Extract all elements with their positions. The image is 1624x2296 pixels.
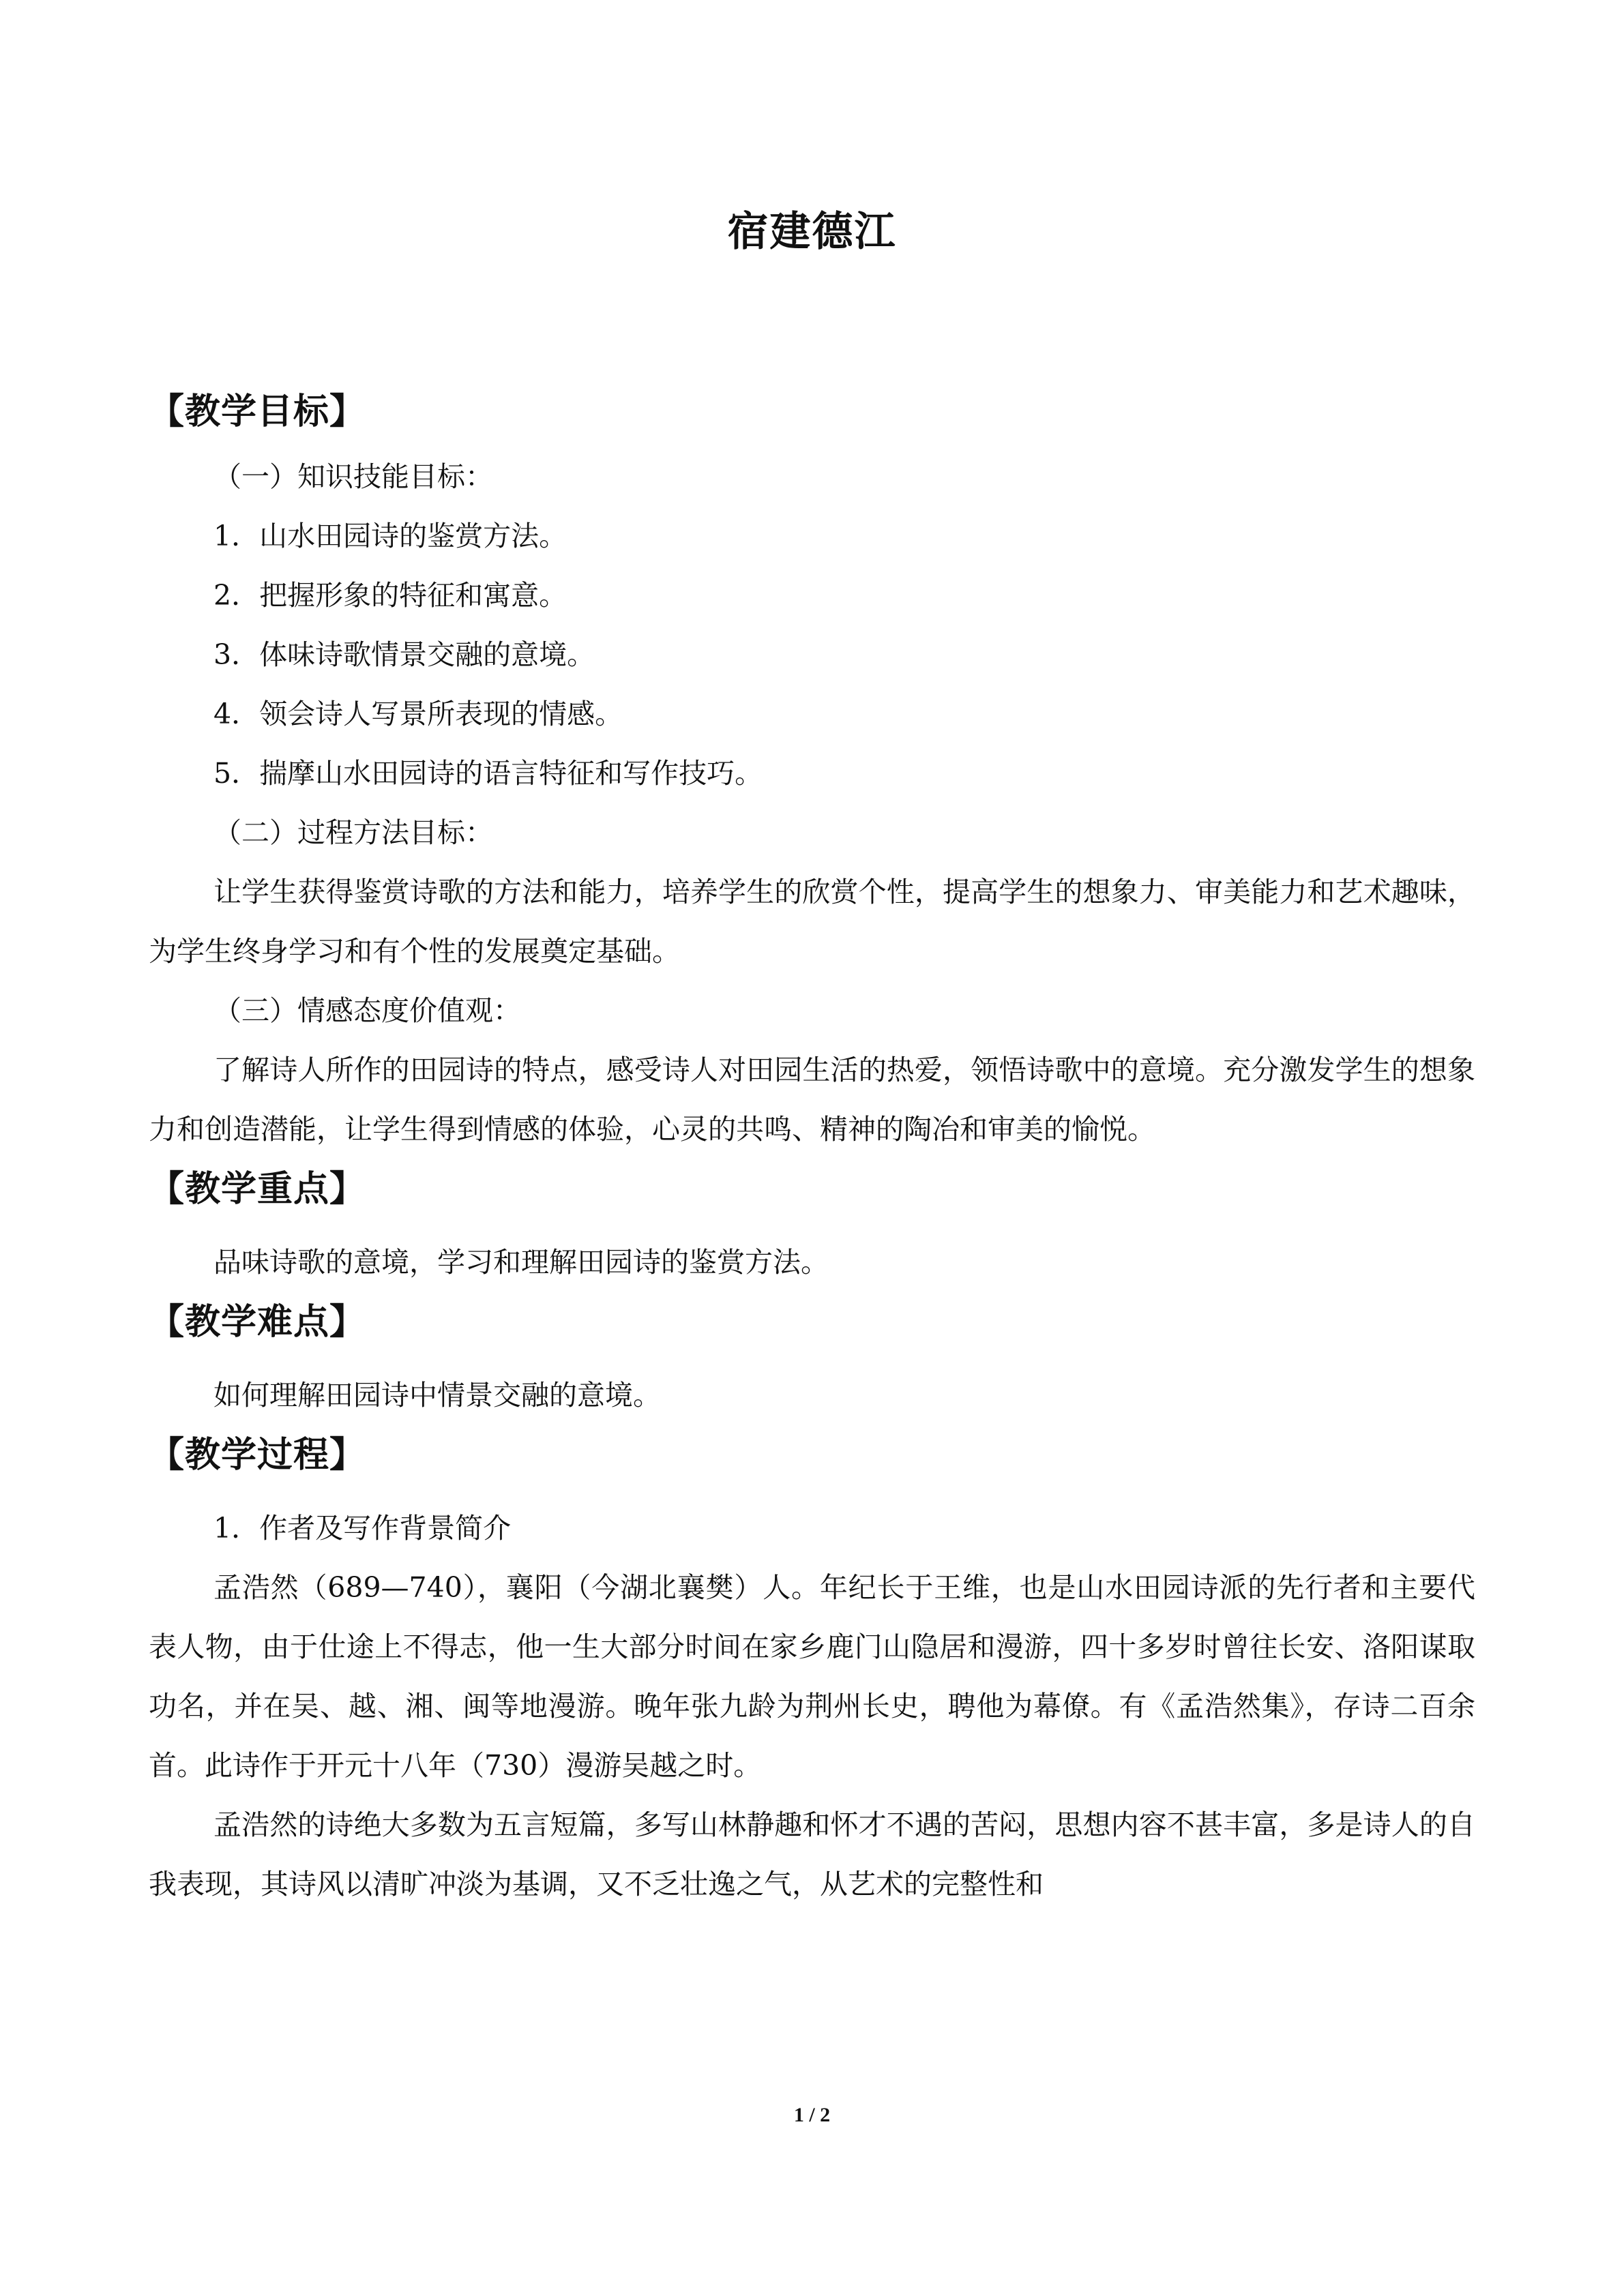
key-points-text: 品味诗歌的意境，学习和理解田园诗的鉴赏方法。 (213, 1246, 829, 1279)
knowledge-item: 4．领会诗人写景所表现的情感。 (213, 698, 623, 730)
knowledge-item: 3．体味诗歌情景交融的意境。 (213, 638, 595, 671)
difficulties-heading: 【教学难点】 (149, 1302, 366, 1343)
poetry-style-paragraph: 孟浩然的诗绝大多数为五言短篇，多写山林静趣和怀才不遇的苦闷，思想内容不甚丰富，多是诗人的自我表现，其诗风以清旷冲淡为基调，又不乏壮逸之气，从艺术的完整性和 (149, 1808, 1475, 1900)
knowledge-item: 2．把握形象的特征和寓意。 (213, 579, 567, 612)
knowledge-objectives-heading: （一）知识技能目标： (213, 460, 493, 493)
page-number: 1 / 2 (793, 2104, 831, 2126)
knowledge-item: 1．山水田园诗的鉴赏方法。 (213, 520, 567, 552)
process-step-title: 1．作者及写作背景简介 (213, 1512, 512, 1545)
process-objectives-heading: （二）过程方法目标： (213, 816, 493, 849)
difficulties-text: 如何理解田园诗中情景交融的意境。 (213, 1379, 661, 1412)
emotion-objectives-heading: （三）情感态度价值观： (213, 994, 521, 1027)
document-body (149, 382, 1475, 1914)
emotion-objectives-text: 了解诗人所作的田园诗的特点，感受诗人对田园生活的热爱，领悟诗歌中的意境。充分激发学生的想象力和创造潜能，让学生得到情感的体验，心灵的共鸣、精神的陶冶和审美的愉悦。 (149, 1054, 1475, 1146)
page-title: 宿建德江 (727, 208, 897, 256)
process-heading: 【教学过程】 (149, 1435, 366, 1476)
key-points-heading: 【教学重点】 (149, 1169, 366, 1210)
knowledge-item: 5．揣摩山水田园诗的语言特征和写作技巧。 (213, 757, 763, 790)
author-background-paragraph: 孟浩然（689—740），襄阳（今湖北襄樊）人。年纪长于王维，也是山水田园诗派的先行者和主要代表人物，由于仕途上不得志，他一生大部分时间在家乡鹿门山隐居和漫游，四十多岁时曾往长安、洛阳谋取功名，并在吴、越、湘、闽等地漫游。晚年张九龄为荆州长史，聘他为幕僚。有《孟浩然集》，存诗二百余首。此诗作于开元十八年（730）漫游吴越之时。 (149, 1571, 1475, 1782)
process-objectives-text: 让学生获得鉴赏诗歌的方法和能力，培养学生的欣赏个性，提高学生的想象力、审美能力和艺术趣味，为学生终身学习和有个性的发展奠定基础。 (149, 876, 1475, 968)
objectives-heading: 【教学目标】 (149, 391, 366, 432)
